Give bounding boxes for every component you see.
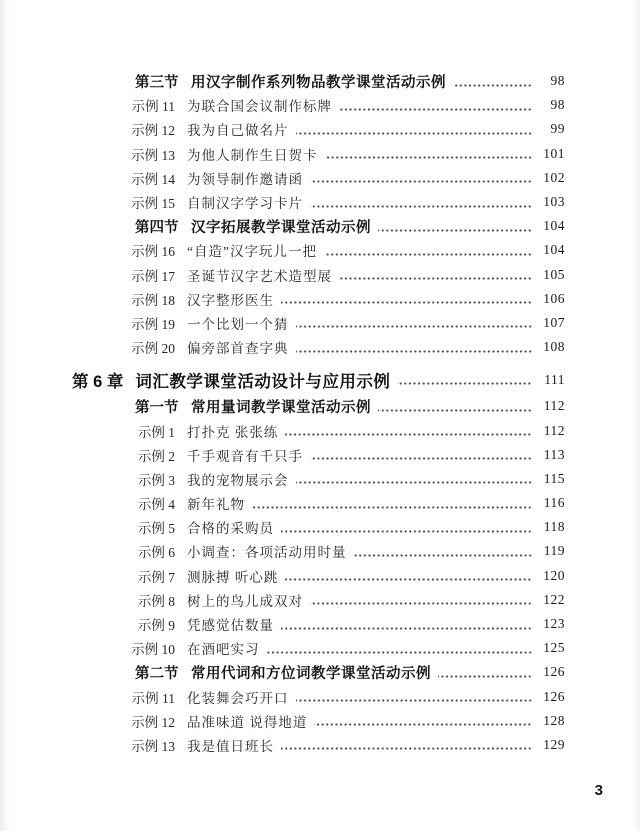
toc-entry-label: 示例 8 xyxy=(137,593,175,609)
dot-leader xyxy=(339,277,532,280)
toc-entry-page-number: 122 xyxy=(543,591,565,607)
toc-entry-label: 第三节 xyxy=(135,74,179,91)
toc-row-example xyxy=(0,709,640,733)
toc-entry-page-number: 104 xyxy=(543,242,565,258)
toc-entry-page-number: 113 xyxy=(543,446,565,462)
toc-row-example xyxy=(0,539,640,563)
toc-entry-label: 第四节 xyxy=(135,219,179,236)
toc-row-example xyxy=(0,612,640,636)
toc-entry-label: 示例 18 xyxy=(131,292,175,308)
dot-leader xyxy=(325,156,533,159)
toc-entry-page-number: 120 xyxy=(543,567,565,583)
toc-entry-title: 偏旁部首查字典 xyxy=(187,341,289,357)
toc-entry-page-number: 112 xyxy=(543,422,565,438)
dot-leader xyxy=(397,382,532,385)
toc-entry-title: 为他人制作生日贺卡 xyxy=(187,147,318,163)
toc-entry-page-number: 115 xyxy=(543,470,565,486)
dot-leader xyxy=(453,84,532,87)
toc-row-section xyxy=(0,69,640,93)
toc-entry-label: 示例 11 xyxy=(131,690,175,706)
dot-leader xyxy=(339,108,532,111)
toc-entry-page-number: 118 xyxy=(543,519,565,535)
page-footer-number: 3 xyxy=(594,782,603,799)
toc-entry-page-number: 128 xyxy=(543,712,565,728)
toc-row-example xyxy=(0,263,640,287)
toc-entry-label: 示例 5 xyxy=(137,521,175,537)
toc-row-example xyxy=(0,564,640,588)
toc-entry-title: 词汇教学课堂活动设计与应用示例 xyxy=(135,372,391,391)
toc-row-example xyxy=(0,117,640,141)
toc-entry-title: 我是值日班长 xyxy=(187,738,274,754)
dot-leader xyxy=(285,578,532,581)
dot-leader xyxy=(310,602,532,605)
toc-entry-title: 在酒吧实习 xyxy=(187,642,260,658)
toc-entry-page-number: 126 xyxy=(543,688,565,704)
toc-entry-title: 测脉搏 听心跳 xyxy=(187,569,279,585)
toc-entry-label: 示例 10 xyxy=(131,642,175,658)
toc-entry-label: 第 6 章 xyxy=(72,372,124,391)
toc-entry-title: 我为自己做名片 xyxy=(187,123,289,139)
dot-leader xyxy=(378,409,532,412)
toc-row-example xyxy=(0,93,640,117)
toc-entry-page-number: 129 xyxy=(543,736,565,752)
dot-leader xyxy=(310,205,532,208)
toc-row-example xyxy=(0,418,640,442)
toc-entry-title: 常用量词教学课堂活动示例 xyxy=(191,399,371,416)
toc-entry-page-number: 123 xyxy=(543,616,565,632)
dot-leader xyxy=(252,506,532,509)
toc-entry-label: 示例 12 xyxy=(131,714,175,730)
toc-entry-page-number: 106 xyxy=(543,290,565,306)
dot-leader xyxy=(314,723,532,726)
toc-entry-page-number: 102 xyxy=(543,169,565,185)
toc-entry-title: 自制汉字学习卡片 xyxy=(187,196,303,212)
toc-row-example xyxy=(0,142,640,166)
toc-row-example xyxy=(0,636,640,660)
toc-row-example xyxy=(0,238,640,262)
toc-entry-title: 一个比划一个猜 xyxy=(187,316,289,332)
dot-leader xyxy=(285,433,532,436)
toc-row-section xyxy=(0,394,640,418)
toc-entry-label: 示例 15 xyxy=(131,196,175,212)
dot-leader xyxy=(296,325,533,328)
toc-entry-label: 示例 20 xyxy=(131,341,175,357)
dot-leader xyxy=(296,699,533,702)
toc-entry-page-number: 112 xyxy=(543,398,565,414)
toc-entry-title: 圣诞节汉字艺术造型展 xyxy=(187,268,332,284)
toc-entry-title: 汉字拓展教学课堂活动示例 xyxy=(191,219,371,236)
toc-entry-label: 示例 11 xyxy=(131,99,175,115)
toc-row-example xyxy=(0,733,640,757)
toc-row-section xyxy=(0,660,640,684)
dot-leader xyxy=(267,651,533,654)
toc-entry-title: 汉字整形医生 xyxy=(187,292,274,308)
dot-leader xyxy=(281,747,532,750)
toc-entry-label: 示例 17 xyxy=(131,268,175,284)
toc-entry-label: 示例 9 xyxy=(137,618,175,634)
toc-row-example xyxy=(0,515,640,539)
toc-entry-title: 合格的采购员 xyxy=(187,521,274,537)
toc-entry-title: 我的宠物展示会 xyxy=(187,472,289,488)
toc-entry-label: 示例 12 xyxy=(131,123,175,139)
toc-entry-page-number: 98 xyxy=(550,73,565,89)
toc-entry-page-number: 99 xyxy=(550,121,565,137)
toc-row-example xyxy=(0,335,640,359)
toc-entry-page-number: 107 xyxy=(543,314,565,330)
toc-entry-label: 示例 2 xyxy=(137,448,175,464)
toc-row-example xyxy=(0,190,640,214)
toc-row-example xyxy=(0,685,640,709)
toc-entry-title: 用汉字制作系列物品教学课堂活动示例 xyxy=(191,74,446,91)
toc-row-example xyxy=(0,588,640,612)
toc-entry-title: 树上的鸟儿成双对 xyxy=(187,593,303,609)
toc-entry-title: “自造”汉字玩儿一把 xyxy=(187,244,317,260)
toc-entry-page-number: 101 xyxy=(543,145,565,161)
toc-entry-page-number: 105 xyxy=(543,266,565,282)
dot-leader xyxy=(438,675,532,678)
dot-leader xyxy=(310,457,532,460)
toc-entry-label: 第二节 xyxy=(135,665,179,682)
toc-entry-title: 为领导制作邀请函 xyxy=(187,171,303,187)
toc-entry-label: 示例 4 xyxy=(137,497,175,513)
toc-entry-page-number: 125 xyxy=(543,640,565,656)
toc-row-example xyxy=(0,467,640,491)
dot-leader xyxy=(281,530,532,533)
toc-row-example xyxy=(0,491,640,515)
toc-row-example xyxy=(0,287,640,311)
toc-entry-label: 示例 6 xyxy=(137,545,175,561)
toc-entry-label: 示例 7 xyxy=(137,569,175,585)
dot-leader xyxy=(310,180,532,183)
dot-leader xyxy=(296,132,533,135)
toc-entry-page-number: 119 xyxy=(543,543,565,559)
toc-entry-page-number: 126 xyxy=(543,664,565,680)
toc-entry-title: 新年礼物 xyxy=(187,497,245,513)
toc-entry-label: 第一节 xyxy=(135,399,179,416)
toc-entry-title: 化装舞会巧开口 xyxy=(187,690,289,706)
toc-row-chapter xyxy=(0,365,640,394)
dot-leader xyxy=(324,253,532,256)
toc-entry-title: 打扑克 张张练 xyxy=(187,424,279,440)
dot-leader xyxy=(378,229,532,232)
toc-row-example xyxy=(0,443,640,467)
toc-entry-label: 示例 14 xyxy=(131,171,175,187)
toc-entry-title: 小调查：各项活动用时量 xyxy=(187,545,347,561)
toc-entry-label: 示例 13 xyxy=(131,738,175,754)
toc-entry-label: 示例 16 xyxy=(131,244,175,260)
dot-leader xyxy=(296,481,533,484)
dot-leader xyxy=(296,350,533,353)
toc-entry-page-number: 103 xyxy=(543,194,565,210)
toc-entry-page-number: 108 xyxy=(543,339,565,355)
toc-row-example xyxy=(0,166,640,190)
table-of-contents xyxy=(0,69,640,757)
toc-entry-page-number: 104 xyxy=(543,218,565,234)
toc-entry-title: 品准味道 说得地道 xyxy=(187,714,308,730)
toc-entry-title: 为联合国会议制作标牌 xyxy=(187,99,332,115)
toc-entry-label: 示例 19 xyxy=(131,316,175,332)
toc-row-example xyxy=(0,311,640,335)
toc-row-section xyxy=(0,214,640,238)
toc-entry-title: 凭感觉估数量 xyxy=(187,618,274,634)
toc-entry-page-number: 111 xyxy=(544,371,565,387)
dot-leader xyxy=(354,554,533,557)
toc-entry-title: 千手观音有千只手 xyxy=(187,448,303,464)
dot-leader xyxy=(281,301,532,304)
toc-entry-label: 示例 13 xyxy=(131,147,175,163)
dot-leader xyxy=(281,627,532,630)
toc-entry-label: 示例 1 xyxy=(137,424,175,440)
toc-entry-page-number: 116 xyxy=(543,495,565,511)
toc-entry-label: 示例 3 xyxy=(137,472,175,488)
toc-entry-page-number: 98 xyxy=(550,97,565,113)
toc-entry-title: 常用代词和方位词教学课堂活动示例 xyxy=(191,665,431,682)
